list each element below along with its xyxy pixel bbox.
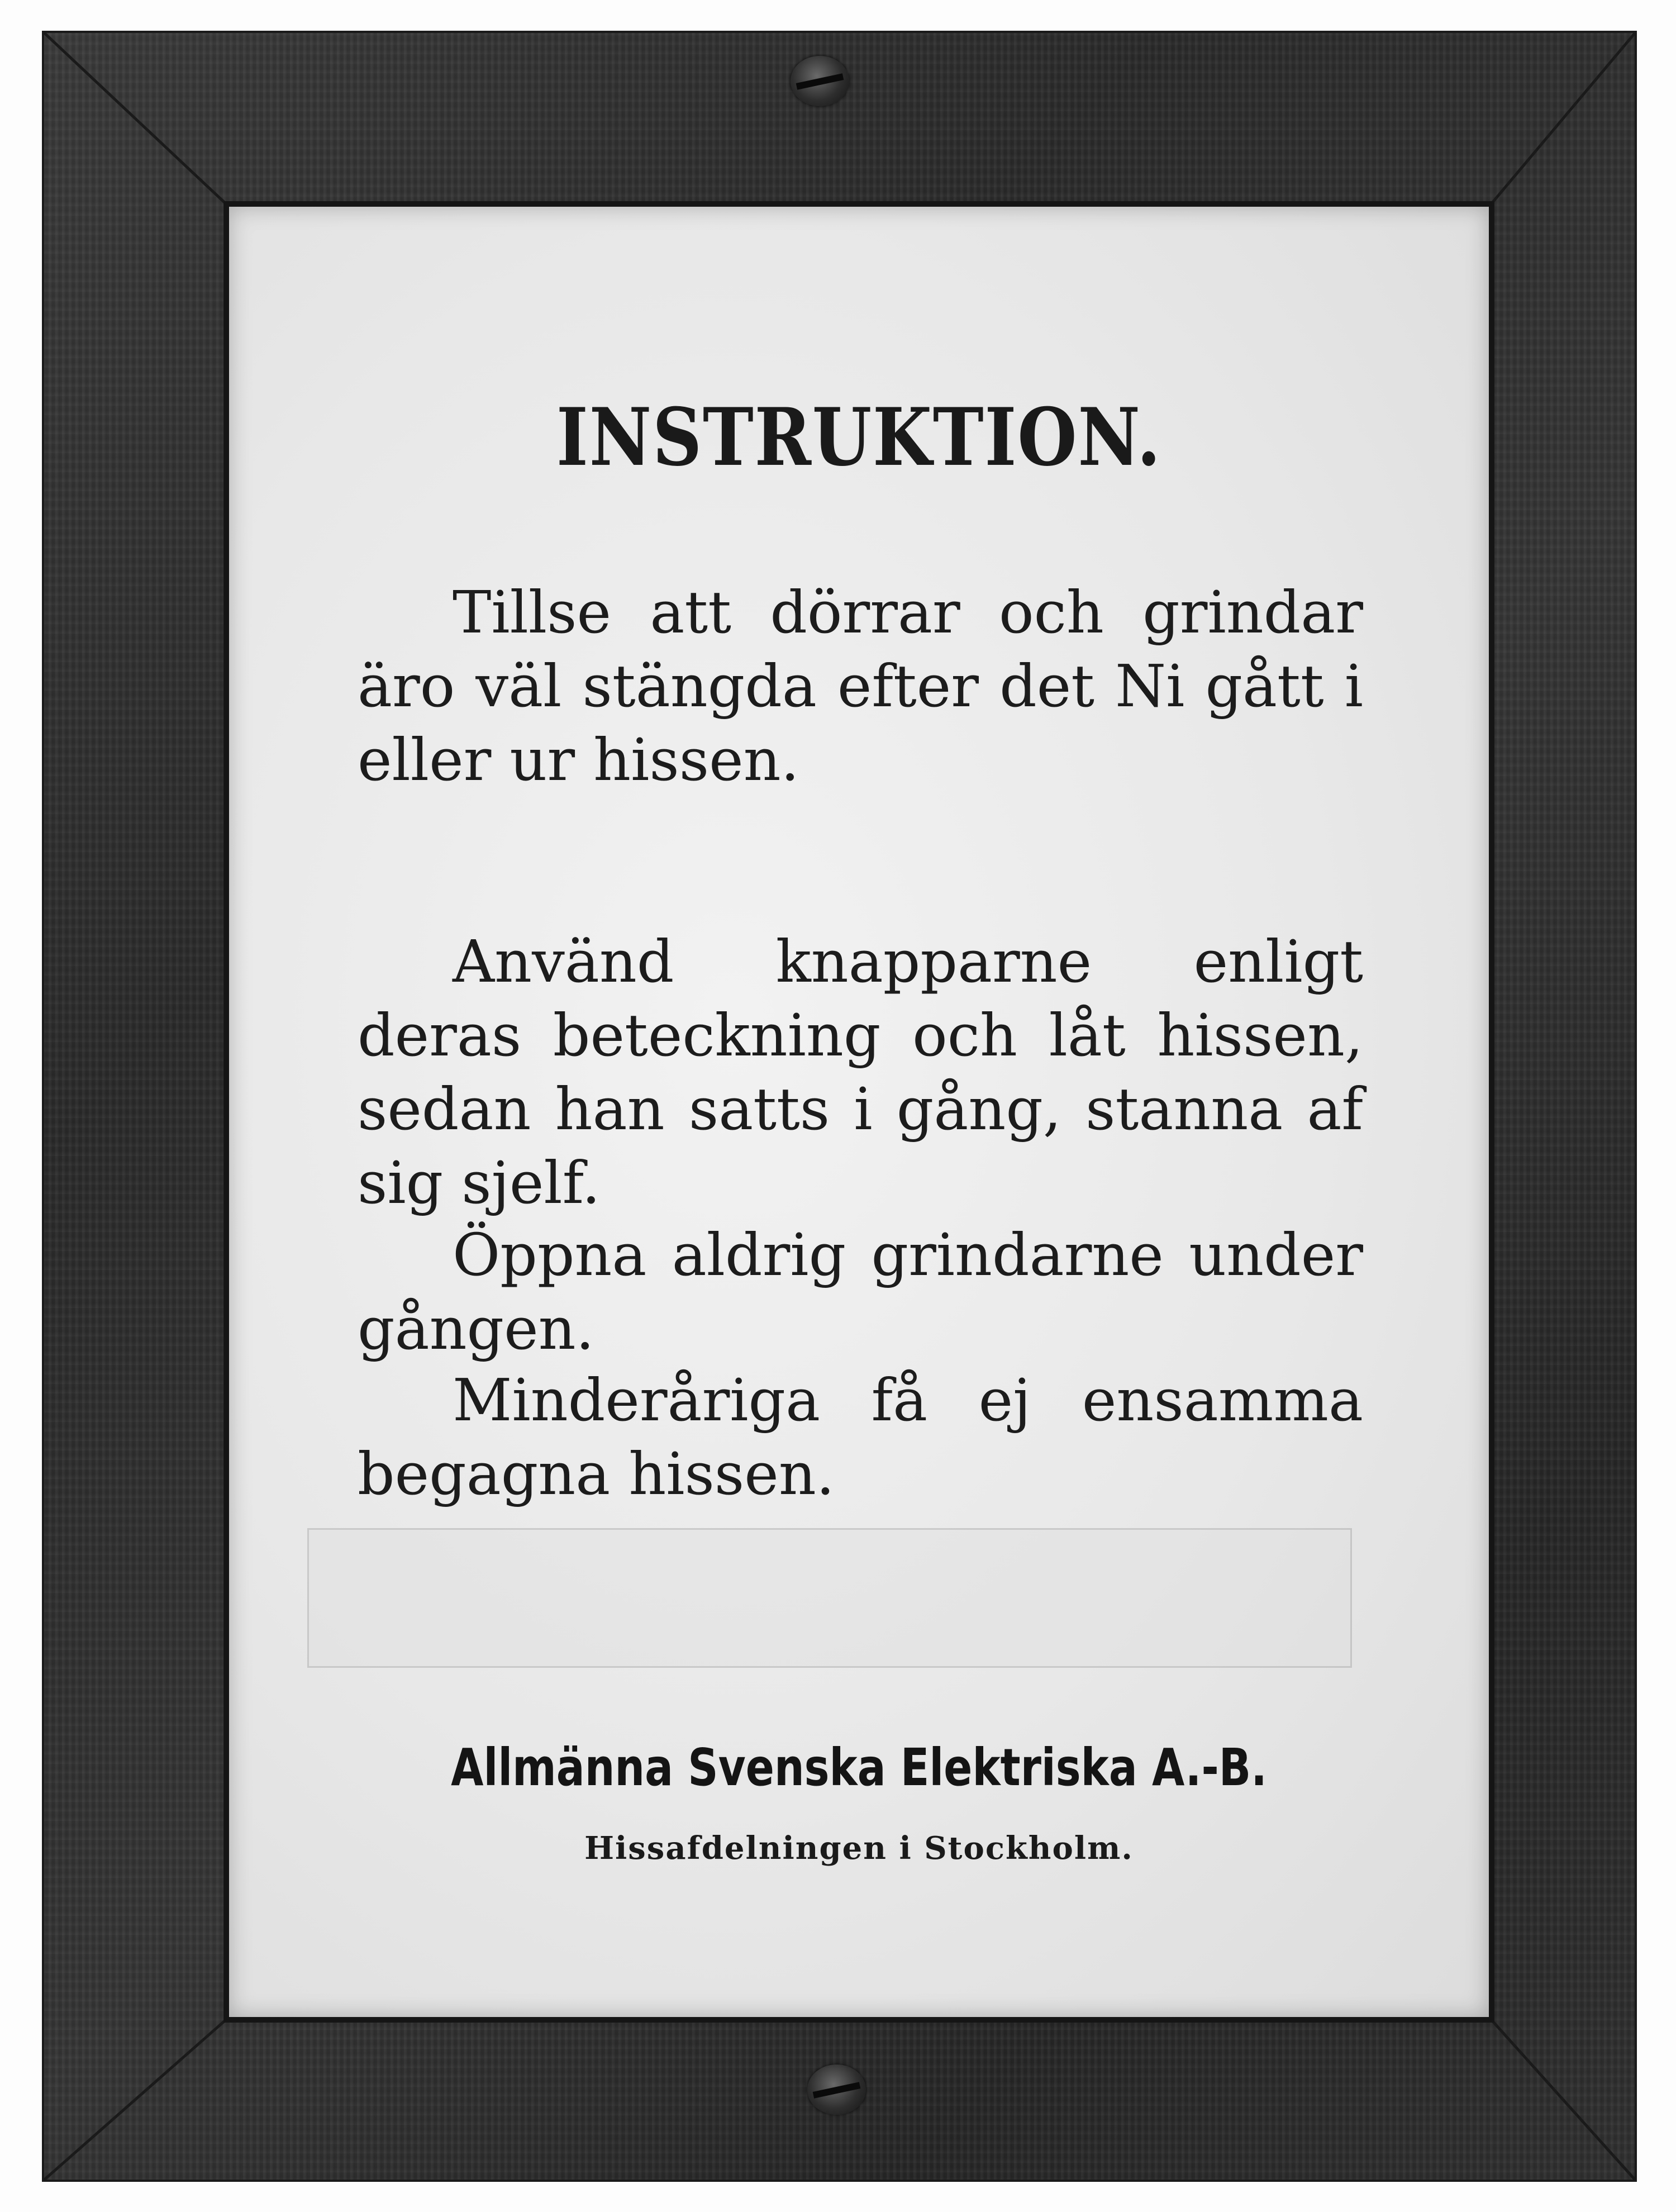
instruction-sheet: [229, 207, 1489, 2017]
wooden-frame: [42, 31, 1637, 2182]
instruction-paragraph-2: Använd knapparne enligt deras beteckning och låt hissen, sedan han satts i gång, stanna af sig sjelf.: [358, 927, 1363, 1217]
sign-title: INSTRUKTION.: [556, 391, 1162, 484]
instruction-paragraph-1: Tillse att dörrar och grindar äro väl stängda efter det Ni gått i eller ur hissen.: [358, 578, 1363, 794]
company-name: Allmänna Svenska Elektriska A.-B.: [451, 1738, 1267, 1797]
department-name: Hissafdelningen i Stockholm.: [584, 1830, 1134, 1867]
instruction-paragraph-4: Minderåriga få ej ensamma begagna hissen.: [358, 1366, 1363, 1508]
screw-top-icon: [791, 56, 849, 106]
screw-bottom-icon: [807, 2064, 866, 2115]
covered-label-area: [307, 1528, 1352, 1668]
instruction-paragraph-3: Öppna aldrig grindarne under gången.: [358, 1221, 1363, 1363]
